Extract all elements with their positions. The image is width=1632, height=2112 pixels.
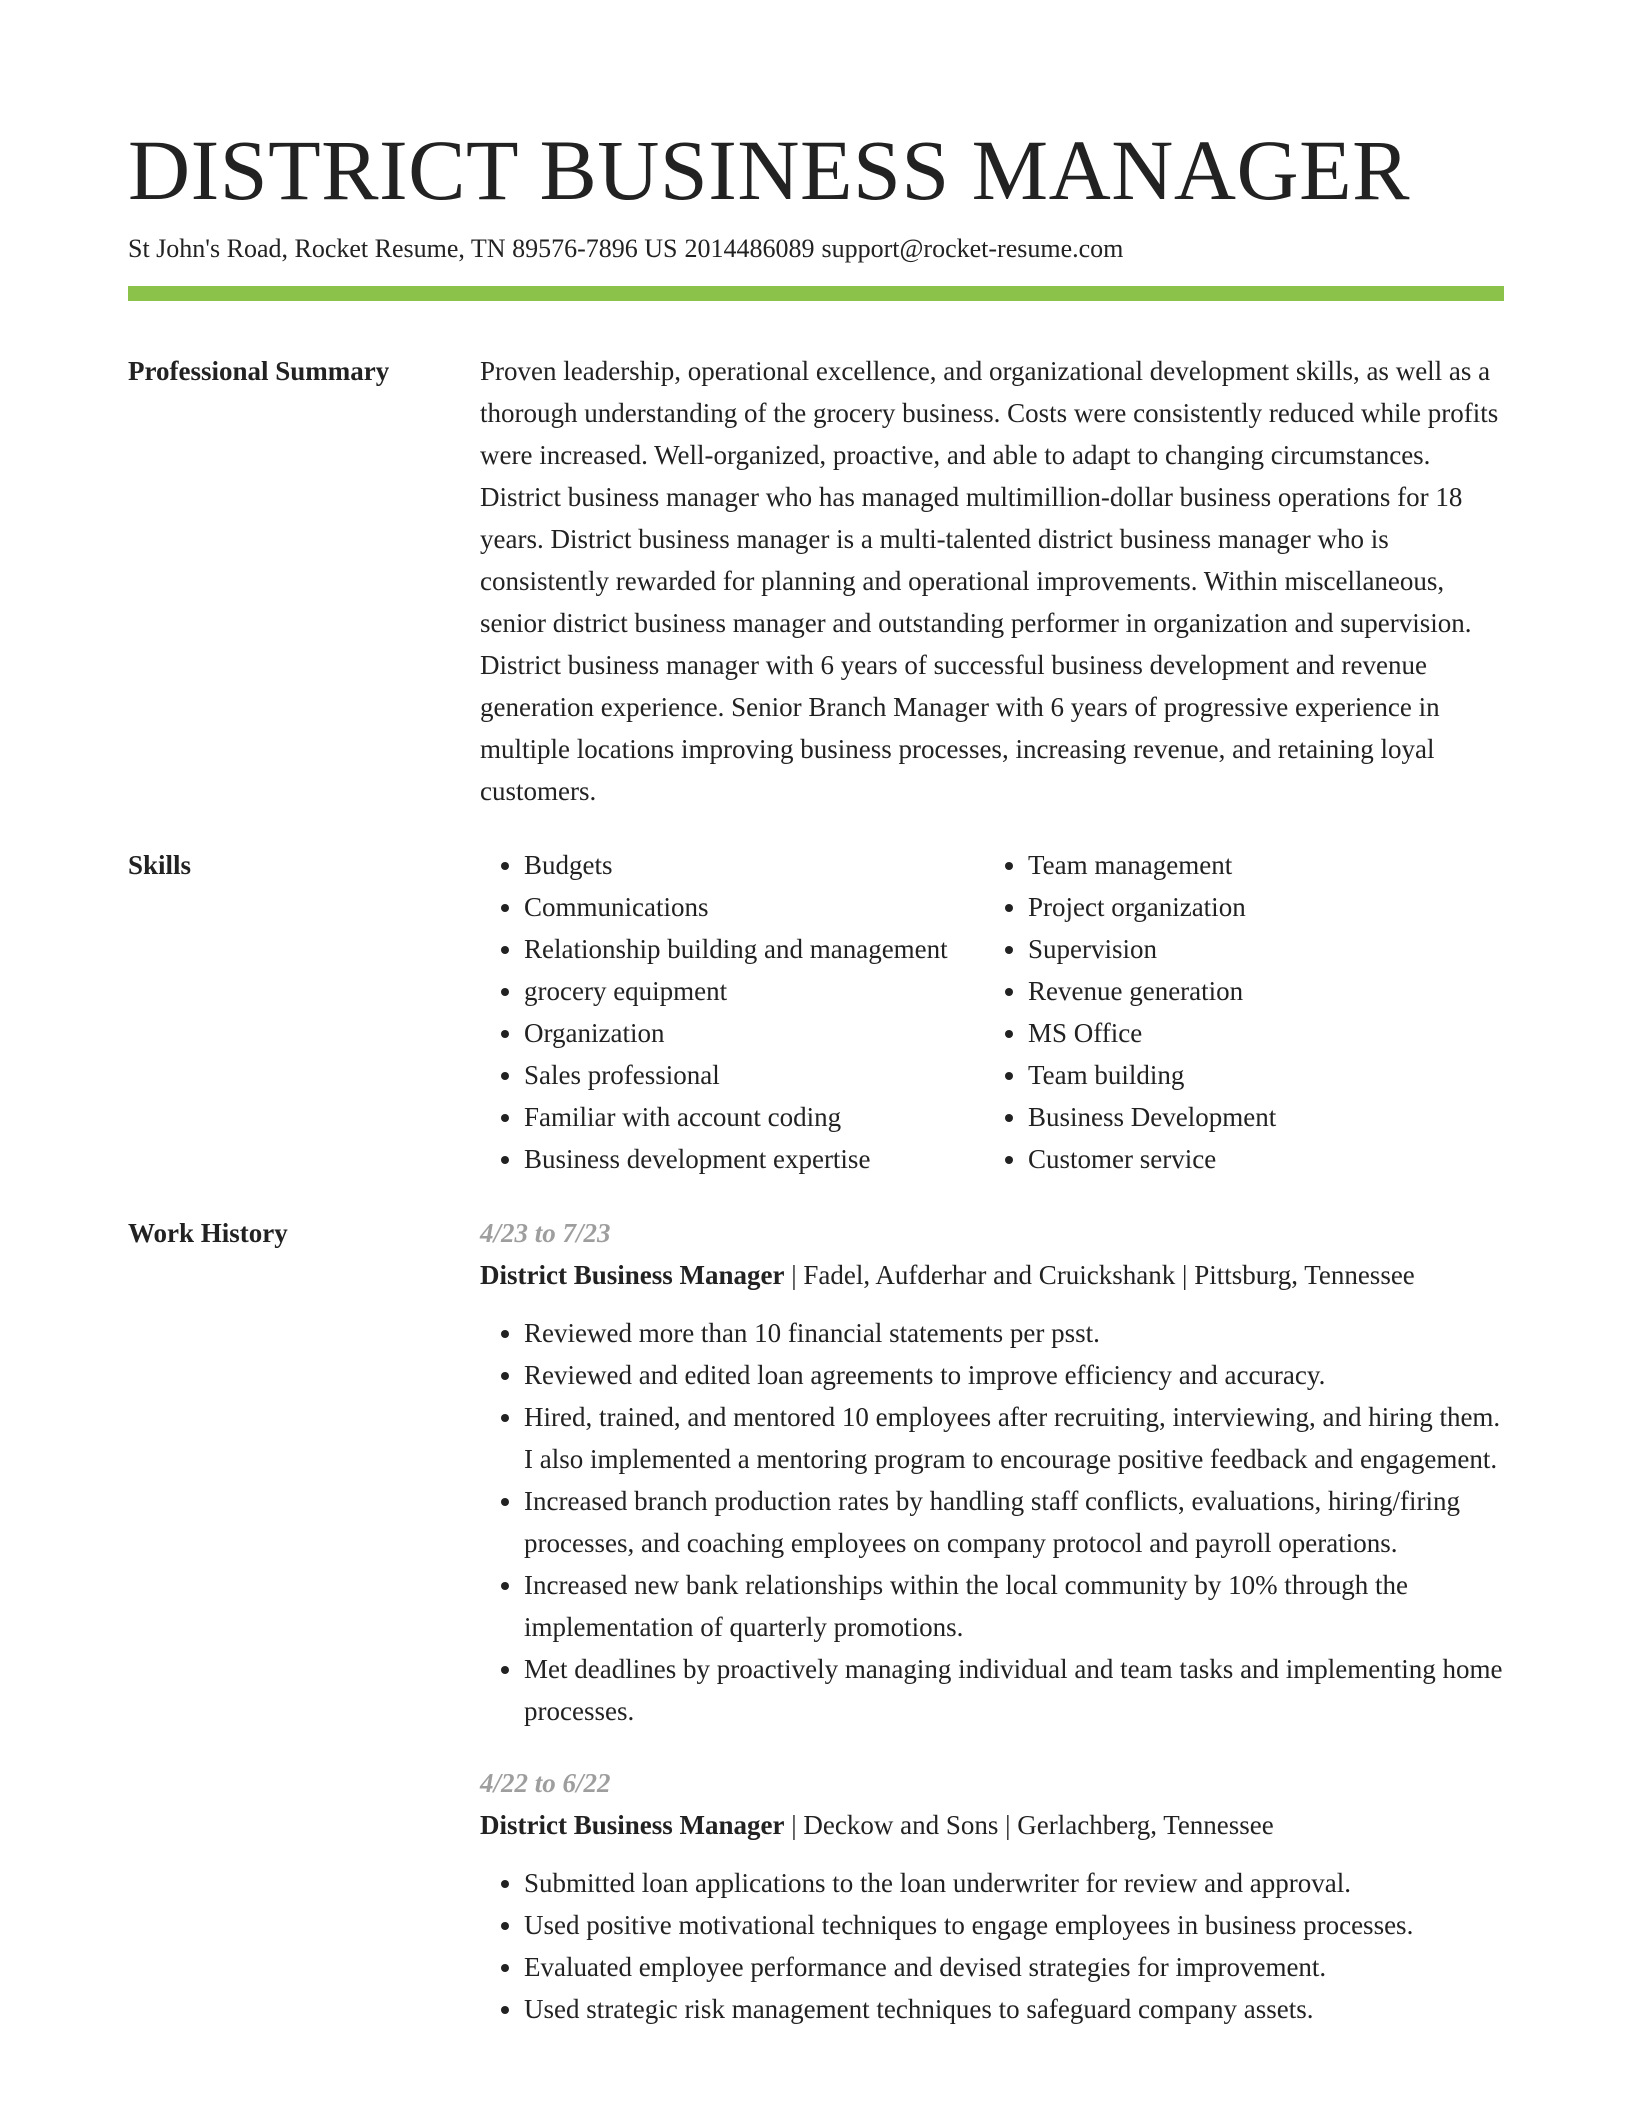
skill-item: • Business Development xyxy=(1028,1096,1276,1138)
job-bullet: • Used strategic risk management techniques to safeguard company assets. xyxy=(524,1988,1504,2030)
job-bullet: • Reviewed more than 10 financial statements per psst. xyxy=(524,1312,1504,1354)
skill-item: • Supervision xyxy=(1028,928,1276,970)
skill-item: • Revenue generation xyxy=(1028,970,1276,1012)
job-bullet: • Evaluated employee performance and devised strategies for improvement. xyxy=(524,1946,1504,1988)
skills-columns xyxy=(480,844,1504,1180)
job-bullets xyxy=(480,1862,1504,2030)
section-label-summary: Professional Summary xyxy=(128,356,390,386)
skill-item: • Familiar with account coding xyxy=(524,1096,984,1138)
job-bullet: • Reviewed and edited loan agreements to improve efficiency and accuracy. xyxy=(524,1354,1504,1396)
contact-email: support@rocket-resume.com xyxy=(821,234,1124,263)
job-bullet: • Increased branch production rates by handling staff conflicts, evaluations, hiring/firing processes, and coaching employees on company protocol and payroll operations. xyxy=(524,1480,1504,1564)
job-dates: 4/22 to 6/22 xyxy=(480,1768,611,1798)
skill-item: • Communications xyxy=(524,886,984,928)
job-heading xyxy=(480,1254,1504,1296)
job-employer-location: | Deckow and Sons | Gerlachberg, Tennessee xyxy=(791,1810,1274,1840)
job-bullet: • Submitted loan applications to the loan underwriter for review and approval. xyxy=(524,1862,1504,1904)
skill-item: • grocery equipment xyxy=(524,970,984,1012)
contact-phone: 2014486089 xyxy=(684,234,815,263)
skill-item: • Organization xyxy=(524,1012,984,1054)
job-role: District Business Manager xyxy=(480,1260,785,1290)
skill-item: • Budgets xyxy=(524,844,984,886)
header-divider xyxy=(128,286,1504,301)
skill-item: • Team management xyxy=(1028,844,1276,886)
section-label-skills: Skills xyxy=(128,850,192,880)
job-bullet: • Increased new bank relationships within the local community by 10% through the implementation of quarterly promotions. xyxy=(524,1564,1504,1648)
job-bullet: • Used positive motivational techniques to engage employees in business processes. xyxy=(524,1904,1504,1946)
skill-item: • Sales professional xyxy=(524,1054,984,1096)
job-bullets xyxy=(480,1312,1504,1732)
resume-title: DISTRICT BUSINESS MANAGER xyxy=(128,122,1410,218)
work-body xyxy=(480,1212,1504,2030)
skill-item: • MS Office xyxy=(1028,1012,1276,1054)
skill-item: • Business development expertise xyxy=(524,1138,984,1180)
job-bullet: • Hired, trained, and mentored 10 employees after recruiting, interviewing, and hiring them. I also implemented a mentoring program to encourage positive feedback and engagement. xyxy=(524,1396,1504,1480)
contact-line xyxy=(128,232,1123,266)
job-entry xyxy=(480,1212,1504,1732)
skills-list-right xyxy=(984,844,1276,1180)
skill-item: • Relationship building and management xyxy=(524,928,984,970)
contact-address: St John's Road, Rocket Resume, TN 89576-7896 US xyxy=(128,234,678,263)
job-heading xyxy=(480,1804,1504,1846)
skill-item: • Project organization xyxy=(1028,886,1276,928)
job-entry xyxy=(480,1762,1504,2030)
skills-list-left xyxy=(480,844,984,1180)
job-dates: 4/23 to 7/23 xyxy=(480,1218,611,1248)
job-role: District Business Manager xyxy=(480,1810,785,1840)
job-employer-location: | Fadel, Aufderhar and Cruickshank | Pittsburg, Tennessee xyxy=(791,1260,1415,1290)
skill-item: • Team building xyxy=(1028,1054,1276,1096)
section-label-work: Work History xyxy=(128,1218,288,1248)
summary-body xyxy=(480,350,1504,812)
summary-text: Proven leadership, operational excellence, and organizational development skills, as well as a thorough understanding of the grocery business. Costs were consistently reduced while profits were increased. Well-organized, proactive, and able to adapt to changing circumstances. District business manager who has managed multimillion-dollar business operations for 18 years. District business manager is a multi-talented district business manager who is consistently rewarded for planning and operational improvements. Within miscellaneous, senior district business manager and outstanding performer in organization and supervision. District business manager with 6 years of successful business development and revenue generation experience. Senior Branch Manager with 6 years of progressive experience in multiple locations improving business processes, increasing revenue, and retaining loyal customers. xyxy=(480,356,1499,806)
skill-item: • Customer service xyxy=(1028,1138,1276,1180)
job-bullet: • Met deadlines by proactively managing individual and team tasks and implementing home processes. xyxy=(524,1648,1504,1732)
